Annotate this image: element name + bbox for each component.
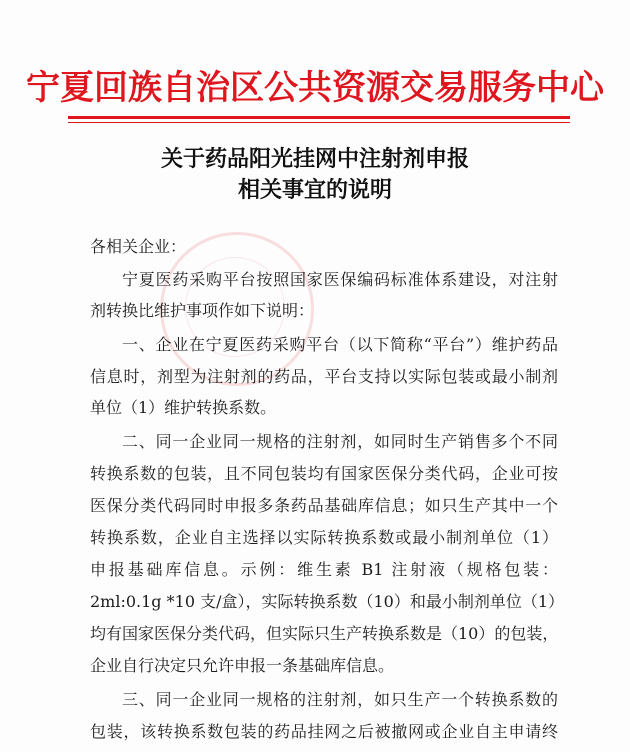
body-line: 单位（1）维护转换系数。	[90, 398, 277, 417]
body-line: 转换系数，企业自主选择以实际转换系数或最小制剂单位（1）	[90, 528, 558, 547]
body-line: 申报基础库信息。示例：维生素 B1 注射液（规格包装：	[90, 560, 558, 579]
body-line: 三、同一企业同一规格的注射剂，如只生产一个转换系数的	[122, 690, 558, 709]
document-title-line-2: 相关事宜的说明	[237, 177, 392, 203]
body-line: 二、同一企业同一规格的注射剂，如同时生产销售多个不同	[122, 432, 558, 451]
salutation: 各相关企业：	[90, 237, 187, 256]
body-line: 一、企业在宁夏医药采购平台（以下简称“平台”）维护药品	[122, 335, 558, 354]
body-line: 2ml:0.1g *10 支/盒），实际转换系数（10）和最小制剂单位（1）	[90, 592, 565, 611]
body-line: 信息时，剂型为注射剂的药品，平台支持以实际包装或最小制剂	[90, 367, 558, 386]
body-line: 医保分类代码同时申报多条药品基础库信息；如只生产其中一个	[90, 496, 558, 515]
body-line: 均有国家医保分类代码，但实际只生产转换系数是（10）的包装，	[90, 624, 559, 643]
body-line: 转换系数的包装，且不同包装均有国家医保分类代码，企业可按	[90, 464, 558, 483]
document-title-line-1: 关于药品阳光挂网中注射剂申报	[160, 146, 469, 172]
header-rule-thick	[68, 116, 570, 119]
body-line: 包装，该转换系数包装的药品挂网之后被撤网或企业自主申请终	[90, 722, 558, 741]
header-rule-thin	[68, 122, 570, 123]
body-line: 企业自行决定只允许申报一条基础库信息。	[90, 656, 395, 675]
organization-header: 宁夏回族自治区公共资源交易服务中心	[26, 68, 604, 108]
body-line: 宁夏医药采购平台按照国家医保编码标准体系建设，对注射	[122, 270, 558, 289]
body-line: 剂转换比维护事项作如下说明：	[90, 301, 315, 320]
